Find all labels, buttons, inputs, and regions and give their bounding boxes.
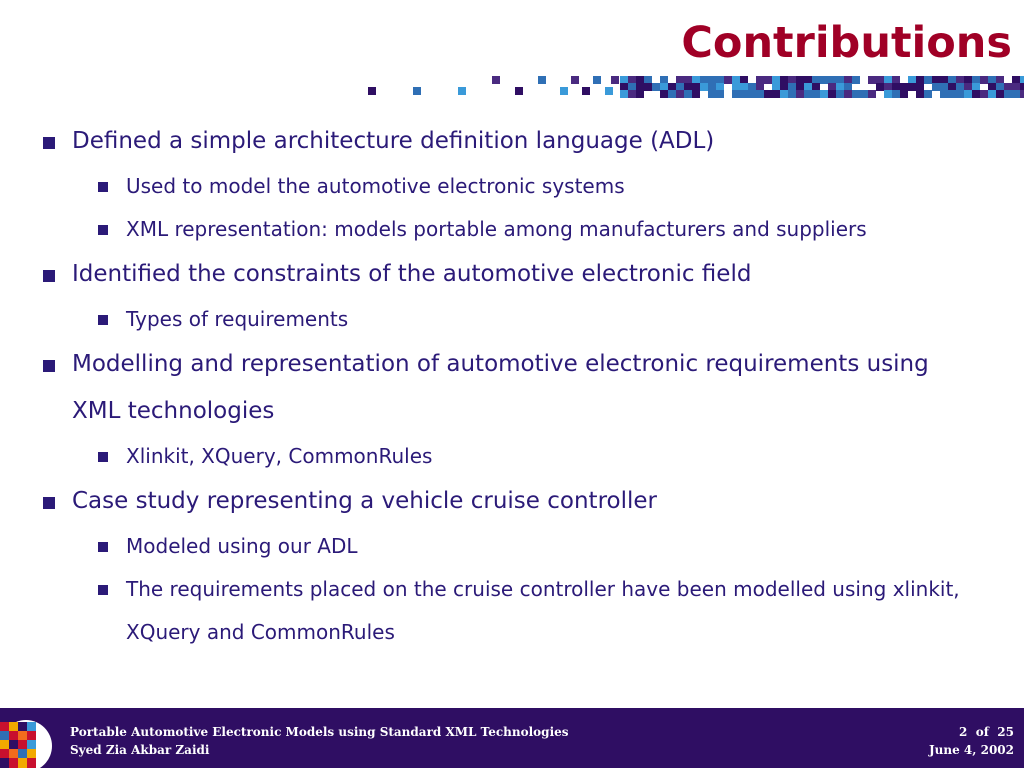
decorative-pixel — [692, 83, 700, 91]
decorative-pixel — [620, 83, 628, 91]
bullet-text: Modeled using our ADL — [126, 534, 358, 558]
decorative-pixel — [876, 83, 884, 91]
decorative-pixel — [900, 90, 908, 98]
decorative-pixel — [788, 90, 796, 98]
decorative-pixel — [748, 83, 756, 91]
bullet-item — [0, 118, 1024, 165]
square-bullet-icon — [43, 137, 55, 149]
decorative-pixel — [924, 76, 932, 84]
decorative-pixel — [772, 83, 780, 91]
decorative-pixel — [660, 76, 668, 84]
decorative-pixel — [660, 90, 668, 98]
decorative-pixel — [515, 87, 523, 95]
decorative-pixel — [716, 90, 724, 98]
page-number — [929, 723, 1014, 741]
decorative-pixel — [852, 90, 860, 98]
decorative-pixel — [732, 90, 740, 98]
decorative-pixel — [684, 83, 692, 91]
decorative-pixel — [560, 87, 568, 95]
decorative-pixel — [692, 76, 700, 84]
decorative-pixel — [676, 83, 684, 91]
decorative-pixel — [620, 90, 628, 98]
decorative-pixel — [756, 83, 764, 91]
decorative-pixel — [756, 76, 764, 84]
square-bullet-icon — [98, 225, 108, 235]
decorative-pixel — [964, 90, 972, 98]
decorative-pixel — [948, 90, 956, 98]
square-bullet-icon — [43, 497, 55, 509]
bullet-item — [0, 478, 1024, 525]
decorative-pixel — [644, 76, 652, 84]
decorative-pixel — [668, 83, 676, 91]
decorative-pixel — [772, 90, 780, 98]
decorative-pixel — [828, 76, 836, 84]
decorative-pixel — [1004, 90, 1012, 98]
decorative-pixel — [1020, 83, 1024, 91]
author-name: Syed Zia Akbar Zaidi — [70, 743, 210, 757]
decorative-pixel — [1012, 83, 1020, 91]
decorative-pixel — [676, 90, 684, 98]
decorative-pixel — [916, 90, 924, 98]
decorative-pixel — [892, 83, 900, 91]
decorative-pixel — [908, 76, 916, 84]
decorative-pixel — [636, 76, 644, 84]
decorative-pixel — [836, 83, 844, 91]
decorative-pixel — [644, 83, 652, 91]
decorative-pixel — [932, 83, 940, 91]
decorative-pixel — [980, 76, 988, 84]
decorative-pixel — [932, 76, 940, 84]
decorative-pixel — [972, 83, 980, 91]
bullet-text: Defined a simple architecture definition language (ADL) — [72, 128, 715, 154]
decorative-pixel — [956, 90, 964, 98]
presentation-date: June 4, 2002 — [928, 743, 1014, 757]
decorative-pixel — [764, 76, 772, 84]
decorative-pixel — [692, 90, 700, 98]
decorative-pixel — [844, 76, 852, 84]
decorative-pixel — [868, 76, 876, 84]
decorative-pixel — [804, 90, 812, 98]
decorative-pixel — [772, 76, 780, 84]
decorative-pixel — [796, 90, 804, 98]
decorative-pixel — [652, 83, 660, 91]
bullet-text: Types of requirements — [126, 307, 349, 331]
sub-bullet-item — [0, 568, 1024, 654]
decorative-pixel — [605, 87, 613, 95]
decorative-pixel — [948, 83, 956, 91]
decorative-pixel — [628, 90, 636, 98]
decorative-pixel — [708, 90, 716, 98]
decorative-pixel — [868, 90, 876, 98]
decorative-pixel — [1004, 83, 1012, 91]
decorative-pixel — [828, 83, 836, 91]
decorative-pixel — [684, 76, 692, 84]
bullet-text: Used to model the automotive electronic systems — [126, 174, 625, 198]
decorative-pixel — [740, 83, 748, 91]
decorative-pixel — [700, 83, 708, 91]
square-bullet-icon — [98, 542, 108, 552]
decorative-pixel — [916, 83, 924, 91]
decorative-pixel — [884, 83, 892, 91]
decorative-pixel — [788, 83, 796, 91]
decorative-pixel — [708, 76, 716, 84]
sub-bullet-item — [0, 165, 1024, 208]
decorative-pixel — [796, 76, 804, 84]
decorative-pixel — [611, 76, 619, 84]
decorative-pixel — [740, 90, 748, 98]
decorative-pixel — [668, 90, 676, 98]
decorative-pixel — [948, 76, 956, 84]
sub-bullet-item — [0, 525, 1024, 568]
page-current: 2 — [959, 725, 968, 739]
decorative-pixel — [716, 83, 724, 91]
decorative-pixel — [972, 76, 980, 84]
decorative-pixel — [676, 76, 684, 84]
bullet-list — [0, 118, 1024, 654]
decorative-pixel — [812, 76, 820, 84]
page-total: 25 — [997, 725, 1014, 739]
decorative-pixel — [988, 90, 996, 98]
decorative-pixel — [860, 90, 868, 98]
page-of: of — [975, 725, 989, 739]
decorative-pixel — [916, 76, 924, 84]
square-bullet-icon — [98, 452, 108, 462]
decorative-pixel — [812, 90, 820, 98]
decorative-pixel — [876, 76, 884, 84]
decorative-pixel — [1020, 76, 1024, 84]
decorative-pixel — [780, 76, 788, 84]
decorative-pixel — [836, 76, 844, 84]
decorative-pixel — [732, 76, 740, 84]
decorative-pixel — [940, 83, 948, 91]
slide-title: Contributions — [681, 18, 1012, 68]
square-bullet-icon — [98, 182, 108, 192]
decorative-pixel — [940, 76, 948, 84]
decorative-pixel — [636, 83, 644, 91]
decorative-pixel — [732, 83, 740, 91]
decorative-pixel — [1020, 90, 1024, 98]
bullet-item — [0, 341, 1024, 435]
decorative-pixel — [700, 76, 708, 84]
decorative-pixel — [708, 83, 716, 91]
decorative-pixel — [964, 83, 972, 91]
decorative-pixel — [900, 83, 908, 91]
bullet-text: Case study representing a vehicle cruise controller — [72, 488, 657, 514]
decorative-pixel — [628, 76, 636, 84]
decorative-pixel — [804, 83, 812, 91]
decorative-pixel — [988, 76, 996, 84]
bullet-text: XML representation: models portable among manufacturers and suppliers — [126, 217, 867, 241]
decorative-pixel — [956, 83, 964, 91]
decorative-pixel — [1012, 76, 1020, 84]
decorative-pixel — [571, 76, 579, 84]
decorative-pixel — [892, 76, 900, 84]
decorative-pixel — [716, 76, 724, 84]
decorative-pixel — [844, 90, 852, 98]
bullet-text: Identified the constraints of the automotive electronic field — [72, 261, 752, 287]
decorative-pixel — [796, 83, 804, 91]
presentation-title: Portable Automotive Electronic Models using Standard XML Technologies — [70, 725, 569, 739]
decorative-pixel — [844, 83, 852, 91]
decorative-pixel — [884, 76, 892, 84]
footer-left-text — [70, 723, 569, 759]
footer-right-text — [929, 723, 1014, 759]
decorative-pixel — [368, 87, 376, 95]
bullet-text: Xlinkit, XQuery, CommonRules — [126, 444, 433, 468]
decorative-pixel — [828, 90, 836, 98]
decorative-pixel — [748, 90, 756, 98]
decorative-pixel — [852, 76, 860, 84]
decorative-pixel — [582, 87, 590, 95]
decorative-pixel — [836, 90, 844, 98]
decorative-pixel — [780, 90, 788, 98]
bullet-text: The requirements placed on the cruise controller have been modelled using xlinkit, XQuery and CommonRules — [126, 577, 960, 644]
decorative-pixel — [972, 90, 980, 98]
square-bullet-icon — [98, 315, 108, 325]
decorative-pixel — [804, 76, 812, 84]
decorative-pixel — [756, 90, 764, 98]
decorative-pixel — [908, 83, 916, 91]
decorative-pixel — [964, 76, 972, 84]
mosaic-gear-logo-icon — [0, 708, 60, 768]
square-bullet-icon — [98, 585, 108, 595]
decorative-pixel — [413, 87, 421, 95]
footer-bar — [0, 708, 1024, 768]
decorative-pixel — [538, 76, 546, 84]
decorative-pixel — [740, 76, 748, 84]
decorative-pixel — [988, 83, 996, 91]
bullet-text: Modelling and representation of automotive electronic requirements using XML technologies — [72, 351, 929, 424]
decorative-pixel — [996, 76, 1004, 84]
square-bullet-icon — [43, 270, 55, 282]
decorative-pixel — [996, 90, 1004, 98]
decorative-pixel — [956, 76, 964, 84]
sub-bullet-item — [0, 208, 1024, 251]
sub-bullet-item — [0, 298, 1024, 341]
decorative-pixel — [724, 76, 732, 84]
decorative-pixel — [980, 90, 988, 98]
sub-bullet-item — [0, 435, 1024, 478]
decorative-pixel — [684, 90, 692, 98]
decorative-pixel — [660, 83, 668, 91]
decorative-pixel — [892, 90, 900, 98]
decorative-pixel — [620, 76, 628, 84]
decorative-pixel — [884, 90, 892, 98]
square-bullet-icon — [43, 360, 55, 372]
decorative-pixel — [628, 83, 636, 91]
bullet-item — [0, 251, 1024, 298]
decorative-pixel — [636, 90, 644, 98]
decorative-pixel — [1012, 90, 1020, 98]
decorative-pixel — [458, 87, 466, 95]
decorative-pixel — [996, 83, 1004, 91]
decorative-pixel — [764, 90, 772, 98]
decorative-pixel — [820, 76, 828, 84]
decorative-pixel — [780, 83, 788, 91]
decorative-pixel — [812, 83, 820, 91]
decorative-pixel — [593, 76, 601, 84]
decorative-pixel — [492, 76, 500, 84]
decorative-pixel — [924, 90, 932, 98]
decorative-pixel — [940, 90, 948, 98]
decorative-pixel — [788, 76, 796, 84]
decorative-pixel — [820, 90, 828, 98]
